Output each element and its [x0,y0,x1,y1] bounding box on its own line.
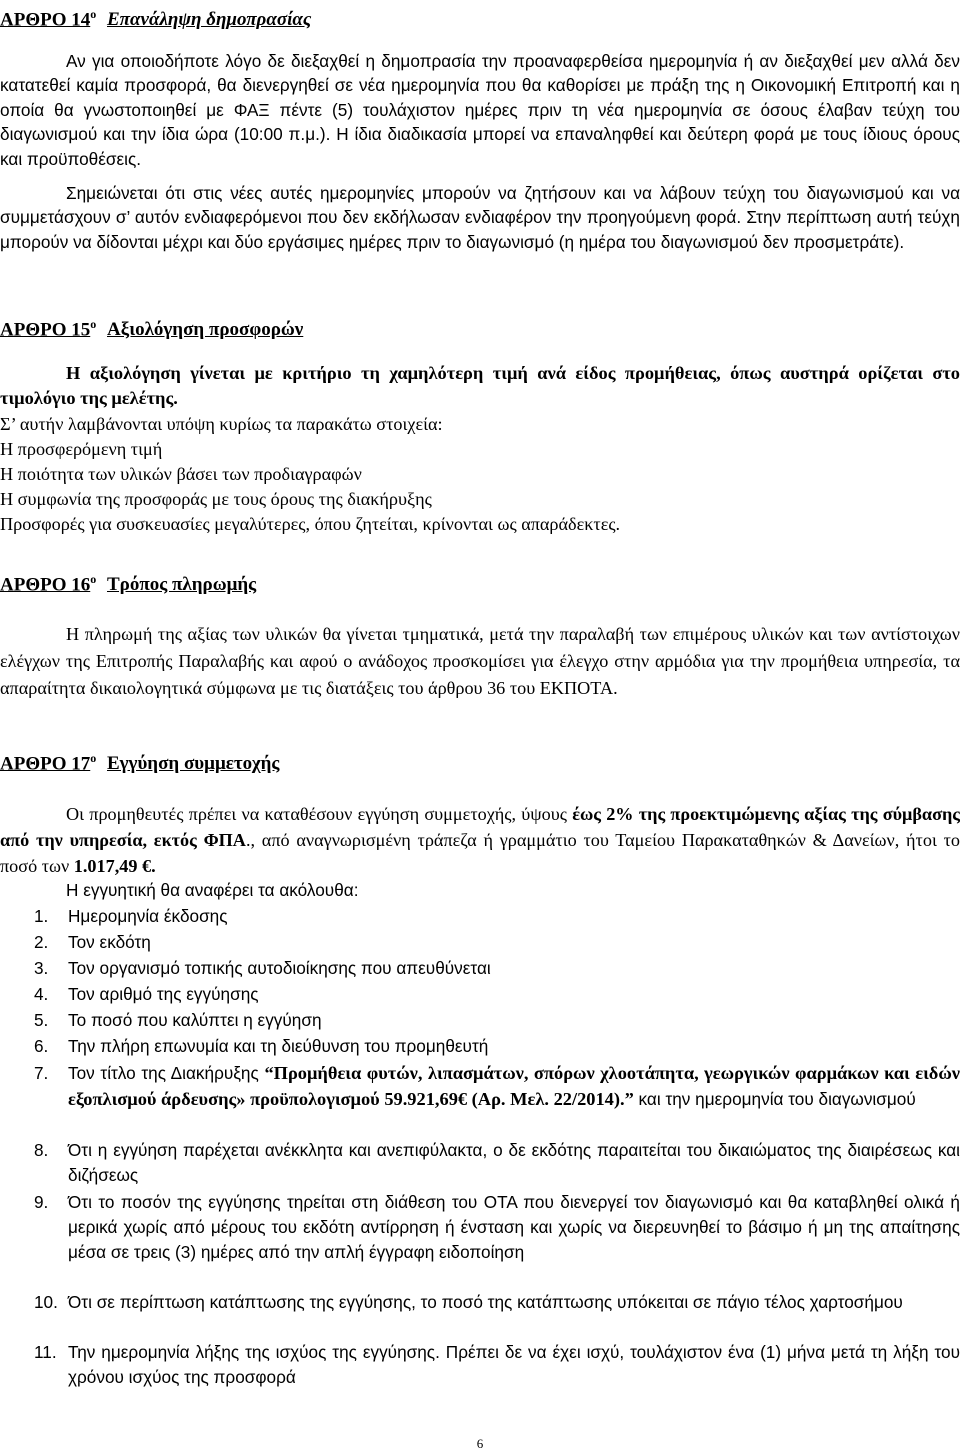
article-17-title: Εγγύηση συμμετοχής [107,753,280,775]
article-15-bold-paragraph: Η αξιολόγηση γίνεται με κριτήριο τη χαμηλότερη τιμή ανά είδος προμήθειας, όπως αυστηρά ορίζεται στο τιμολόγιο της μελέτης. [0,363,960,408]
list-item-text: Την πλήρη επωνυμία και τη διεύθυνση του προμηθευτή [68,1036,489,1056]
list-item-number: 9. [34,1192,49,1212]
article-14-title: Επανάληψη δημοπρασίας [107,9,312,31]
article-15-number: ΑΡΘΡΟ 15 [0,319,91,341]
list-item-text: Ημερομηνία έκδοσης [68,906,228,926]
article-16-heading [0,567,256,597]
list-item-text-c: και την ημερομηνία του διαγωνισμού [633,1089,916,1109]
article-15-line-3: Η ποιότητα των υλικών βάσει των προδιαγραφών [0,464,362,484]
article-15-line-2: Η προσφερόμενη τιμή [0,439,163,459]
list-item-title-bold: “Προμήθεια φυτών, λιπασμάτων, σπόρων χλοοτάπητα, γεωργικών φαρμάκων και ειδών εξοπλισμού άρδευσης» προϋπολογισμού 59.921,69€ (Αρ. Μελ. 22/2014).” [68,1063,960,1109]
article-15-superscript: ο [90,317,97,331]
article-16-paragraph: Η πληρωμή της αξίας των υλικών θα γίνεται τμηματικά, μετά την παραλαβή των επιμέρους υλικών και των αντίστοιχων ελέγχων της Επιτροπής Παραλαβής και αφού ο ανάδοχος προσκομίσει για έλεγχο στην αρμόδια για την προμήθεια υπηρεσία, τα απαραίτητα δικαιολογητικά σύμφωνα με τις διατάξεις του άρθρου 36 του ΕΚΠΟΤΑ. [0,624,960,698]
article-14-number: ΑΡΘΡΟ 14 [0,9,91,31]
article-16-number: ΑΡΘΡΟ 16 [0,574,91,596]
list-item-number: 8. [34,1140,49,1160]
list-item-text: Τον εκδότη [68,932,151,952]
list-item-number: 11. [34,1342,57,1362]
list-item-number: 2. [34,932,49,952]
article-15-line-4: Η συμφωνία της προσφοράς με τους όρους της διακήρυξης [0,489,432,509]
article-17-intro: Η εγγυητική θα αναφέρει τα ακόλουθα: [66,880,359,900]
list-item-text: Ότι η εγγύηση παρέχεται ανέκκλητα και ανεπιφύλακτα, ο δε εκδότης παραιτείται του δικαιώματος της διαιρέσεως και διζήσεως [68,1140,960,1185]
list-item [0,1340,960,1390]
list-item [0,1060,960,1138]
list-item-number: 1. [34,906,49,926]
list-item [0,1138,960,1190]
guarantee-requirements-list [0,904,960,1390]
list-item [0,1290,960,1340]
article-15-title: Αξιολόγηση προσφορών [107,319,304,341]
list-item [0,1008,960,1034]
article-15-line-1: Σ’ αυτήν λαμβάνονται υπόψη κυρίως τα παρακάτω στοιχεία: [0,414,443,434]
list-item-number: 6. [34,1036,49,1056]
article-14-heading [0,2,311,32]
article-17-text-a: Οι προμηθευτές πρέπει να καταθέσουν εγγύηση συμμετοχής, ύψους [66,804,573,824]
article-16-superscript: ο [90,572,97,586]
list-item-text: Ότι σε περίπτωση κατάπτωσης της εγγύησης, το ποσό της κατάπτωσης υπόκειται σε πάγιο τέλος χαρτοσήμου [68,1292,903,1312]
article-17-superscript: ο [90,751,97,765]
page-number: 6 [476,1436,484,1451]
article-16-title: Τρόπος πληρωμής [107,574,257,596]
article-15-line-5: Προσφορές για συσκευασίες μεγαλύτερες, όπου ζητείται, κρίνονται ως απαράδεκτες. [0,514,621,534]
list-item [0,1190,960,1290]
list-item-text-a: Τον τίτλο της Διακήρυξης [68,1063,265,1083]
list-item [0,982,960,1008]
list-item-text: Τον οργανισμό τοπικής αυτοδιοίκησης που απευθύνεται [68,958,491,978]
list-item-number: 10. [34,1292,58,1312]
list-item-number: 5. [34,1010,49,1030]
article-15-heading [0,312,303,342]
list-item-number: 3. [34,958,49,978]
article-17-heading [0,746,279,776]
list-item-text: Ότι το ποσόν της εγγύησης τηρείται στη διάθεση του ΟΤΑ που διενεργεί τον διαγωνισμό και θα καταβληθεί ολικά ή μερικά χωρίς από μέρους του εκδότη αντίρρηση ή ένσταση και χωρίς να διερευνηθεί το βάσιμο ή μη της απαίτησης μέσα σε τρεις (3) ημέρες από την απλή έγγραφη ειδοποίηση [68,1192,960,1262]
article-17-number: ΑΡΘΡΟ 17 [0,753,91,775]
list-item [0,1034,960,1060]
article-17-text-c: ., από αναγνωρισμένη τράπεζα ή γραμμάτιο του Ταμείου Παρακαταθηκών & Δανείων, ήτοι το ποσό των [0,830,960,876]
article-17-paragraph [0,801,960,879]
list-item [0,904,960,930]
list-item-number: 7. [34,1063,49,1083]
article-17-amount: 1.017,49 €. [73,856,156,876]
list-item [0,956,960,982]
article-14-superscript: ο [90,7,97,21]
article-14-paragraph-1: Αν για οποιοδήποτε λόγο δε διεξαχθεί η δημοπρασία την προαναφερθείσα ημερομηνία ή αν διεξαχθεί μεν αλλά δεν κατατεθεί καμία προσφορά, θα διενεργηθεί σε νέα ημερομηνία που θα καθορίσει με πράξη της η Οικονομική Επιτροπή και η οποία θα γνωστοποιηθεί με ΦΑΞ πέντε (5) τουλάχιστον ημέρες πριν τη νέα ημερομηνία σε όσους έλαβαν τεύχη του διαγωνισμού και την ίδια ώρα (10:00 π.μ.). Η ίδια διαδικασία μπορεί να επαναληφθεί και δεύτερη φορά με τους ίδιους όρους και προϋποθέσεις. [0,51,960,169]
list-item-text: Τον αριθμό της εγγύησης [68,984,259,1004]
article-14-paragraph-2: Σημειώνεται ότι στις νέες αυτές ημερομηνίες μπορούν να ζητήσουν και να λάβουν τεύχη του διαγωνισμού και να συμμετάσχουν σ’ αυτόν ενδιαφερόμενοι που δεν εκδήλωσαν ενδιαφέρον την προηγούμενη φορά. Στην περίπτωση αυτή τεύχη μπορούν να δίδονται μέχρι και δύο εργάσιμες ημέρες πριν το διαγωνισμό (η ημέρα του διαγωνισμού δεν προσμετράτε). [0,183,960,252]
list-item-text: Την ημερομηνία λήξης της ισχύος της εγγύησης. Πρέπει δε να έχει ισχύ, τουλάχιστον ένα (1) μήνα μετά τη λήξη του χρόνου ισχύος της προσφορά [68,1342,960,1387]
list-item-text: Το ποσό που καλύπτει η εγγύηση [68,1010,322,1030]
list-item [0,930,960,956]
list-item-number: 4. [34,984,49,1004]
article-17-text-b: έως 2% της προεκτιμώμενης αξίας της σύμβασης από την υπηρεσία, εκτός ΦΠΑ [0,804,960,850]
